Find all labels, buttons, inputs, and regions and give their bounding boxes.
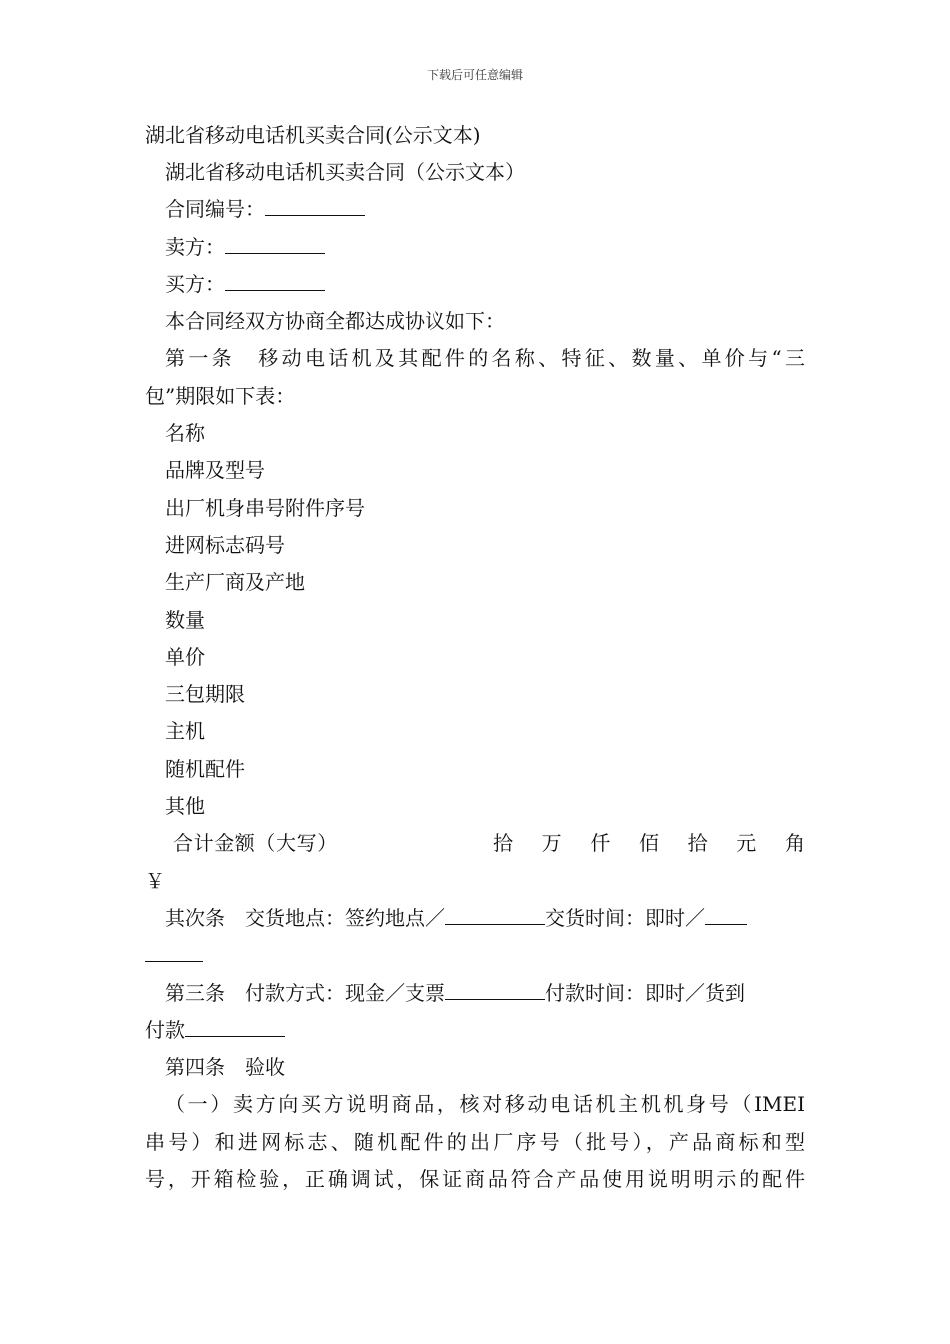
total-amount-row	[145, 825, 805, 862]
table-item: 进网标志码号	[165, 532, 285, 557]
table-item: 单价	[165, 644, 205, 669]
buyer-blank	[225, 270, 325, 291]
table-item: 出厂机身串号附件序号	[165, 495, 365, 520]
unit-cell: 万	[541, 831, 562, 856]
item-table-list	[145, 415, 805, 825]
table-item: 随机配件	[165, 756, 245, 781]
document-subtitle: 湖北省移动电话机买卖合同（公示文本）	[165, 160, 525, 184]
delivery-time-blank	[705, 904, 747, 925]
buyer-line	[145, 266, 805, 303]
unit-cell: 拾	[687, 831, 708, 856]
document-body	[145, 117, 805, 1198]
payment-time-text: 付款时间：即时／货到	[545, 980, 745, 1005]
payment-method-text: 第三条 付款方式：现金／支票	[165, 980, 445, 1005]
article-4-heading: 第四条 验收	[165, 1055, 285, 1080]
contract-number-blank	[265, 195, 365, 216]
payment-blank	[185, 1016, 285, 1037]
table-item: 其他	[165, 794, 205, 819]
table-item: 主机	[165, 719, 205, 744]
delivery-place-text: 其次条 交货地点：签约地点／	[165, 905, 445, 930]
paragraph-1-line-1: （一）卖方向买方说明商品，核对移动电话机主机机身号（IMEI	[165, 1092, 805, 1117]
payment-method-blank	[445, 979, 545, 1000]
unit-cell: 元	[736, 831, 757, 856]
article-3-line-1	[145, 975, 805, 1012]
page-header: 下载后可任意编辑	[426, 68, 523, 82]
contract-number-line	[145, 191, 805, 228]
unit-cell: 拾	[493, 831, 513, 856]
unit-cell: 仟	[590, 831, 611, 856]
agreement-line: 本合同经双方协商全都达成协议如下：	[165, 309, 505, 334]
delivery-time-text: 交货时间：即时／	[545, 905, 705, 930]
payment-label: 付款	[145, 1017, 185, 1042]
table-item: 品牌及型号	[165, 458, 265, 483]
total-amount-label: 合计金额（大写）	[173, 831, 338, 856]
table-item: 数量	[165, 607, 205, 632]
delivery-place-blank	[445, 904, 545, 925]
yen-symbol: ￥	[145, 868, 165, 893]
article-1-line-1: 第一条 移动电话机及其配件的名称、特征、数量、单价与“三	[165, 346, 805, 371]
article-2-line-1	[145, 900, 805, 937]
seller-label: 卖方：	[165, 234, 225, 259]
unit-cell: 角	[784, 831, 805, 856]
article-2-line-2	[145, 937, 805, 974]
document-title: 湖北省移动电话机买卖合同(公示文本)	[145, 123, 481, 147]
table-item: 三包期限	[165, 682, 245, 707]
buyer-label: 买方：	[165, 271, 225, 296]
seller-line	[145, 229, 805, 266]
unit-cell: 佰	[638, 831, 659, 856]
table-item: 生产厂商及产地	[165, 570, 305, 595]
table-item: 名称	[165, 421, 205, 446]
contract-number-label: 合同编号：	[165, 197, 265, 222]
article-1-line-2: 包”期限如下表：	[145, 383, 296, 408]
total-amount-units	[493, 825, 805, 862]
delivery-time-blank-cont	[145, 941, 203, 962]
article-3-line-2	[145, 1012, 805, 1049]
seller-blank	[225, 233, 325, 254]
paragraph-1-line-3: 号，开箱检验，正确调试，保证商品符合产品使用说明明示的配件	[145, 1167, 805, 1192]
paragraph-1-line-2: 串号）和进网标志、随机配件的出厂序号（批号），产品商标和型	[145, 1129, 805, 1154]
